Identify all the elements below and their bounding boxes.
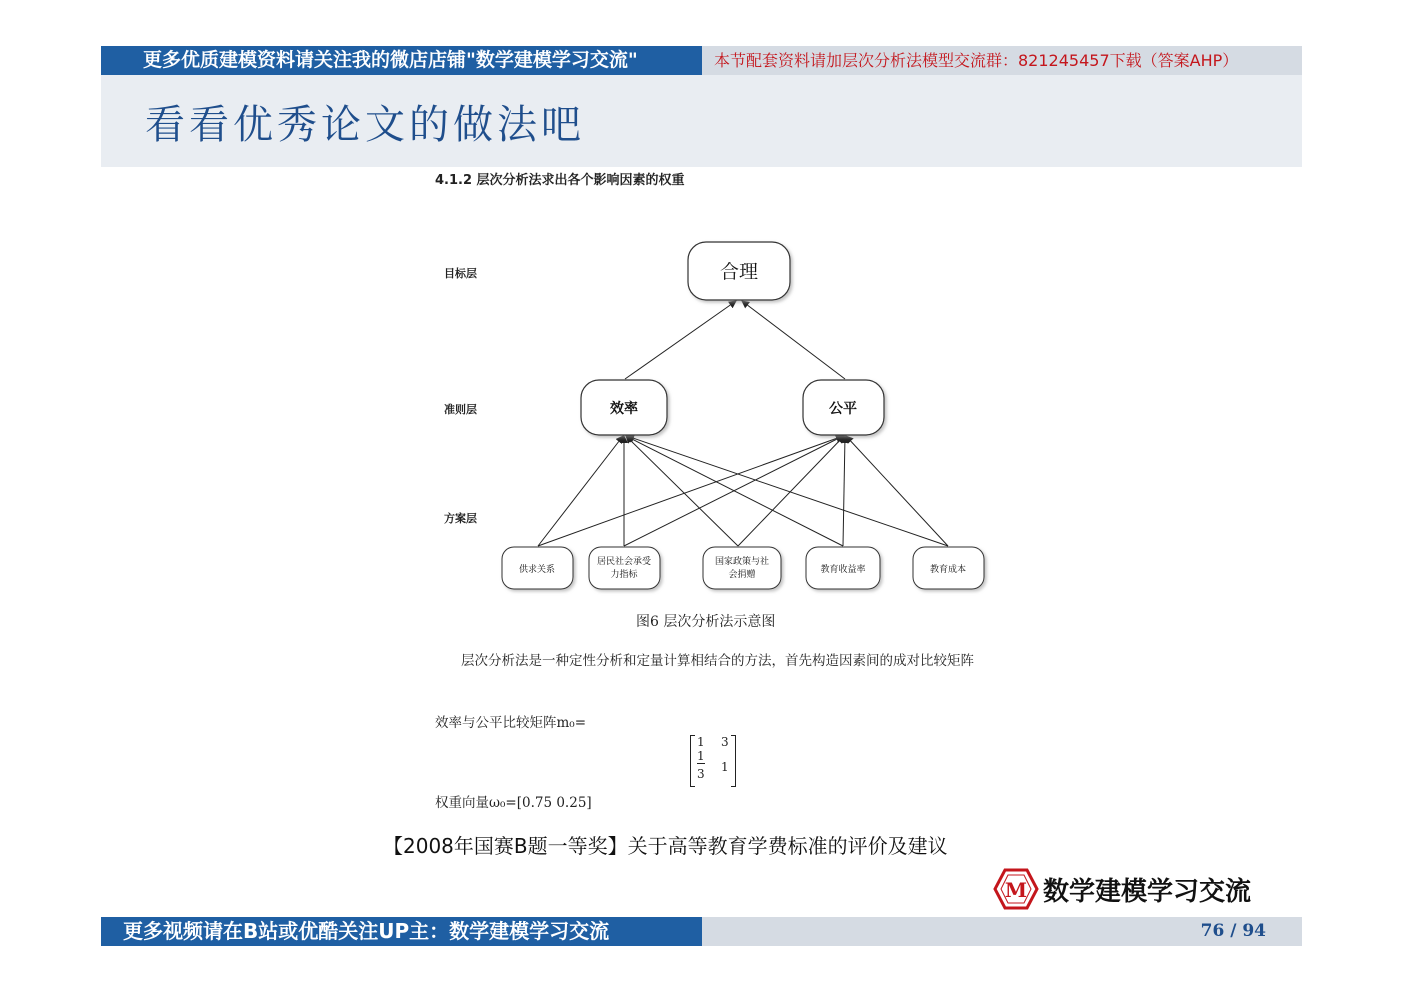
- alternative-node-policy-donation: [703, 547, 781, 589]
- edge-fairness-goal: [742, 301, 845, 379]
- top-banner: [101, 46, 1302, 75]
- bottom-banner-promo: 更多视频请在B站或优酷关注UP主：数学建模学习交流: [101, 917, 702, 946]
- page-number: 76 / 94: [1200, 921, 1266, 941]
- matrix-cell-r1c2: 3: [721, 735, 729, 749]
- figure-caption: 图6 层次分析法示意图: [636, 614, 776, 630]
- edge-efficiency-goal: [625, 301, 736, 379]
- criteria-node-efficiency: [581, 380, 667, 435]
- brand-name: 数学建模学习交流: [1043, 877, 1252, 907]
- edge-alt5-fairness: [846, 436, 948, 546]
- goal-node-label: 合理: [719, 261, 759, 283]
- matrix-right-bracket: [731, 735, 736, 787]
- section-heading: 4.1.2 层次分析法求出各个影响因素的权重: [435, 173, 685, 188]
- alternative-label-1: 供求关系: [518, 565, 556, 575]
- layer-label-goal: 目标层: [444, 267, 477, 280]
- matrix-cell-r2c1-denominator: 3: [697, 767, 705, 781]
- criteria-label-efficiency: 效率: [610, 401, 638, 417]
- edge-alt5-efficiency: [627, 436, 948, 546]
- edges-criteria-to-goal: [625, 301, 845, 379]
- layer-label-alternatives: 方案层: [444, 512, 477, 525]
- bottom-banner: [101, 917, 1302, 946]
- matrix-label: 效率与公平比较矩阵m₀=: [435, 715, 587, 731]
- goal-node: [688, 242, 790, 300]
- alternative-label-5: 教育成本: [929, 565, 967, 575]
- matrix-cell-r2c1-numerator: 1: [697, 749, 705, 763]
- top-banner-group-notice: 本节配套资料请加层次分析法模型交流群：821245457下载（答案AHP）: [702, 46, 1302, 75]
- alternative-label-2-line1: 居民社会承受: [596, 557, 652, 567]
- comparison-matrix: [690, 735, 736, 787]
- alternative-node-supply-demand: [502, 547, 573, 589]
- matrix-left-bracket: [690, 735, 695, 787]
- edges-alternatives-to-criteria: [538, 436, 948, 546]
- bottom-banner-right: [702, 917, 1302, 946]
- weight-vector: 权重向量ω₀=[0.75 0.25]: [435, 795, 592, 811]
- award-caption: 【2008年国赛B题一等奖】关于高等教育学费标准的评价及建议: [383, 834, 948, 858]
- alternative-label-3-line2: 会捐赠: [728, 570, 756, 580]
- matrix-cell-r2c2: 1: [721, 760, 729, 774]
- edge-alt4-fairness: [843, 436, 845, 546]
- title-band: [101, 75, 1302, 167]
- alternative-label-2-line2: 力指标: [610, 570, 638, 580]
- top-banner-promo: 更多优质建模资料请关注我的微店店铺"数学建模学习交流": [101, 46, 702, 75]
- edge-alt1-efficiency: [538, 436, 623, 546]
- paper-excerpt: [420, 167, 1020, 817]
- edge-alt1-fairness: [538, 436, 843, 546]
- ahp-hierarchy-diagram: [420, 167, 1020, 607]
- criteria-label-fairness: 公平: [829, 401, 857, 417]
- alternative-node-education-return: [806, 547, 880, 589]
- edge-alt3-fairness: [738, 436, 844, 546]
- brand-logo-icon: [993, 868, 1039, 910]
- criteria-node-fairness: [803, 380, 884, 435]
- alternative-label-4: 教育收益率: [820, 565, 866, 575]
- alternative-label-3-line1: 国家政策与社: [714, 557, 770, 567]
- layer-label-criteria: 准则层: [444, 403, 477, 416]
- brand-logo-letter: M: [1004, 878, 1028, 902]
- matrix-cell-r1c1: 1: [697, 735, 705, 749]
- page-title: 看看优秀论文的做法吧: [145, 102, 585, 148]
- alternative-node-resident-affordability: [589, 547, 660, 589]
- body-paragraph: 层次分析法是一种定性分析和定量计算相结合的方法，首先构造因素间的成对比较矩阵: [461, 653, 974, 669]
- edge-alt3-efficiency: [626, 436, 738, 546]
- alternative-node-education-cost: [913, 547, 984, 589]
